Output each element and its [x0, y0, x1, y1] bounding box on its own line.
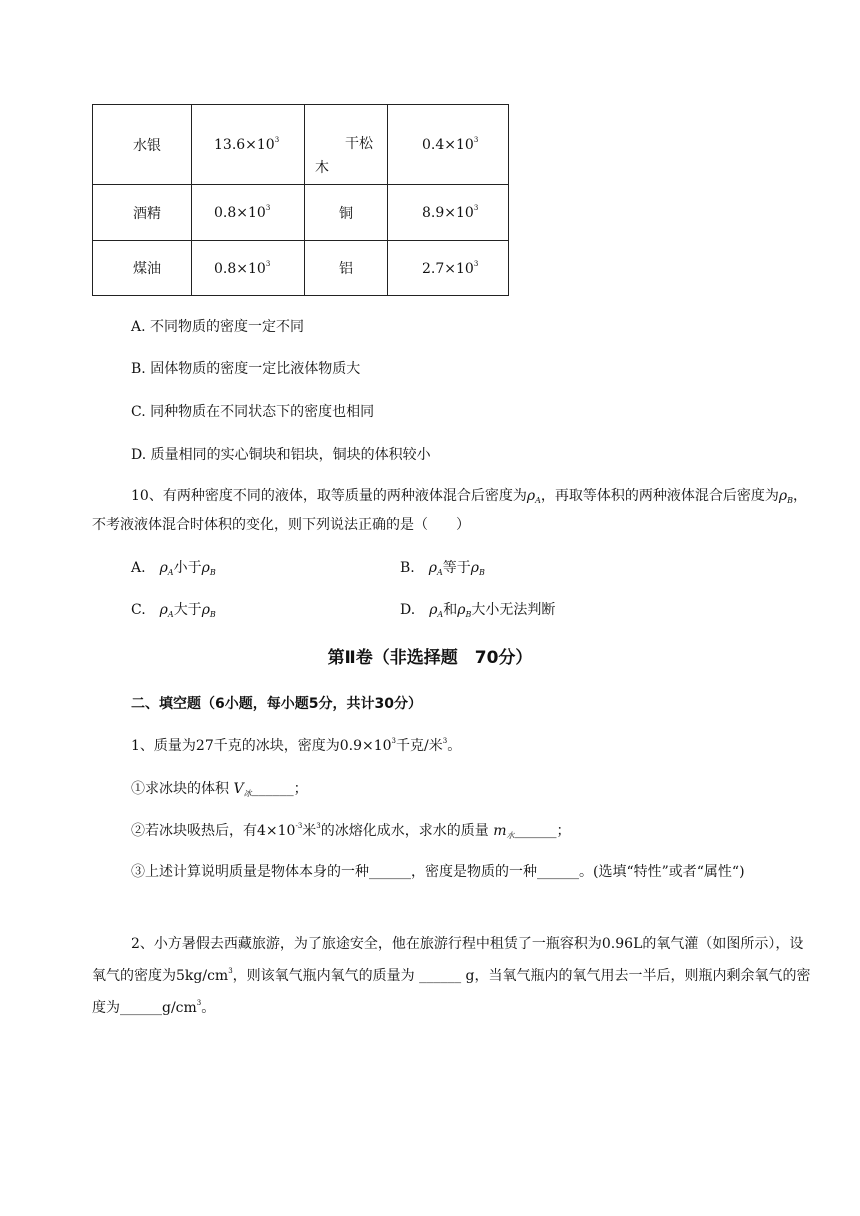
q10-option-c: C. $\rho_A$大于$\rho_B$: [131, 602, 216, 619]
table-cell: 酒精: [93, 185, 192, 241]
question-10-stem: 10、有两种密度不同的液体，取等质量的两种液体混合后密度为$\rho_A$，再取等体积的两种液体混合后密度为$\rho_B$，不考液液体混合时体积的变化，则下列说法正确的是（ ）: [92, 488, 807, 533]
table-cell: 水银: [93, 105, 192, 185]
table-row: [93, 241, 509, 296]
table-cell: $0.8\times 10^3$: [192, 185, 305, 241]
section-heading: 二、填空题（6小题，每小题5分，共计30分）: [131, 696, 422, 712]
table-cell: $2.7\times 10^3$: [388, 241, 509, 296]
table-cell-text: 干松: [345, 136, 373, 152]
table-cell: $13.6\times 10^3$: [192, 105, 305, 185]
q10-option-b: B. $\rho_A$等于$\rho_B$: [400, 560, 485, 577]
table-cell: [305, 105, 388, 185]
fill-question-1-part2: ②若冰块吸热后，有$4\times 10^{-3}$米$^3$的冰熔化成水，求水的质量 $m_水\_\_\_\_\_\_$；: [131, 822, 571, 840]
section-title: 第Ⅱ卷（非选择题 70分）: [327, 648, 533, 668]
option-a: A. 不同物质的密度一定不同: [131, 319, 305, 335]
table-cell: 煤油: [93, 241, 192, 296]
q10-option-a: A. $\rho_A$小于$\rho_B$: [131, 560, 216, 577]
option-b: B. 固体物质的密度一定比液体物质大: [131, 361, 361, 377]
table-row: [93, 105, 509, 185]
table-cell: $8.9\times 10^3$: [388, 185, 509, 241]
option-d: D. 质量相同的实心铜块和铝块，铜块的体积较小: [131, 447, 431, 463]
table-cell: $0.4\times 10^3$: [388, 105, 509, 185]
density-table: [92, 104, 509, 296]
q10-option-d: D. $\rho_A$和$\rho_B$大小无法判断: [400, 602, 556, 619]
fill-question-2: 2、小方暑假去西藏旅游，为了旅途安全，他在旅游行程中租赁了一瓶容积为0.96L的氧气灌（如图所示），设氧气的密度为$5kg/cm^3$，则该氧气瓶内氧气的质量为 ______ g，当氧气瓶内的氧气用去一半后，则瓶内剩余氧气的密度为$\_\_\_\_\_\_g/cm^3$。: [92, 936, 811, 1016]
option-c: C. 同种物质在不同状态下的密度也相同: [131, 404, 375, 420]
table-cell: 铝: [305, 241, 388, 296]
fill-question-1-part1: ①求冰块的体积 $V_冰\_\_\_\_\_\_$；: [131, 781, 308, 798]
fill-question-1-part3: ③上述计算说明质量是物体本身的一种______，密度是物质的一种______。(选填“特性”或者“属性“): [131, 864, 745, 880]
table-cell-text: 木: [315, 160, 329, 176]
table-cell: 铜: [305, 185, 388, 241]
table-cell: $0.8\times 10^3$: [192, 241, 305, 296]
fill-question-1: 1、质量为27千克的冰块，密度为$0.9\times 10^3$千克/米$^3$。: [131, 737, 462, 754]
table-row: [93, 185, 509, 241]
